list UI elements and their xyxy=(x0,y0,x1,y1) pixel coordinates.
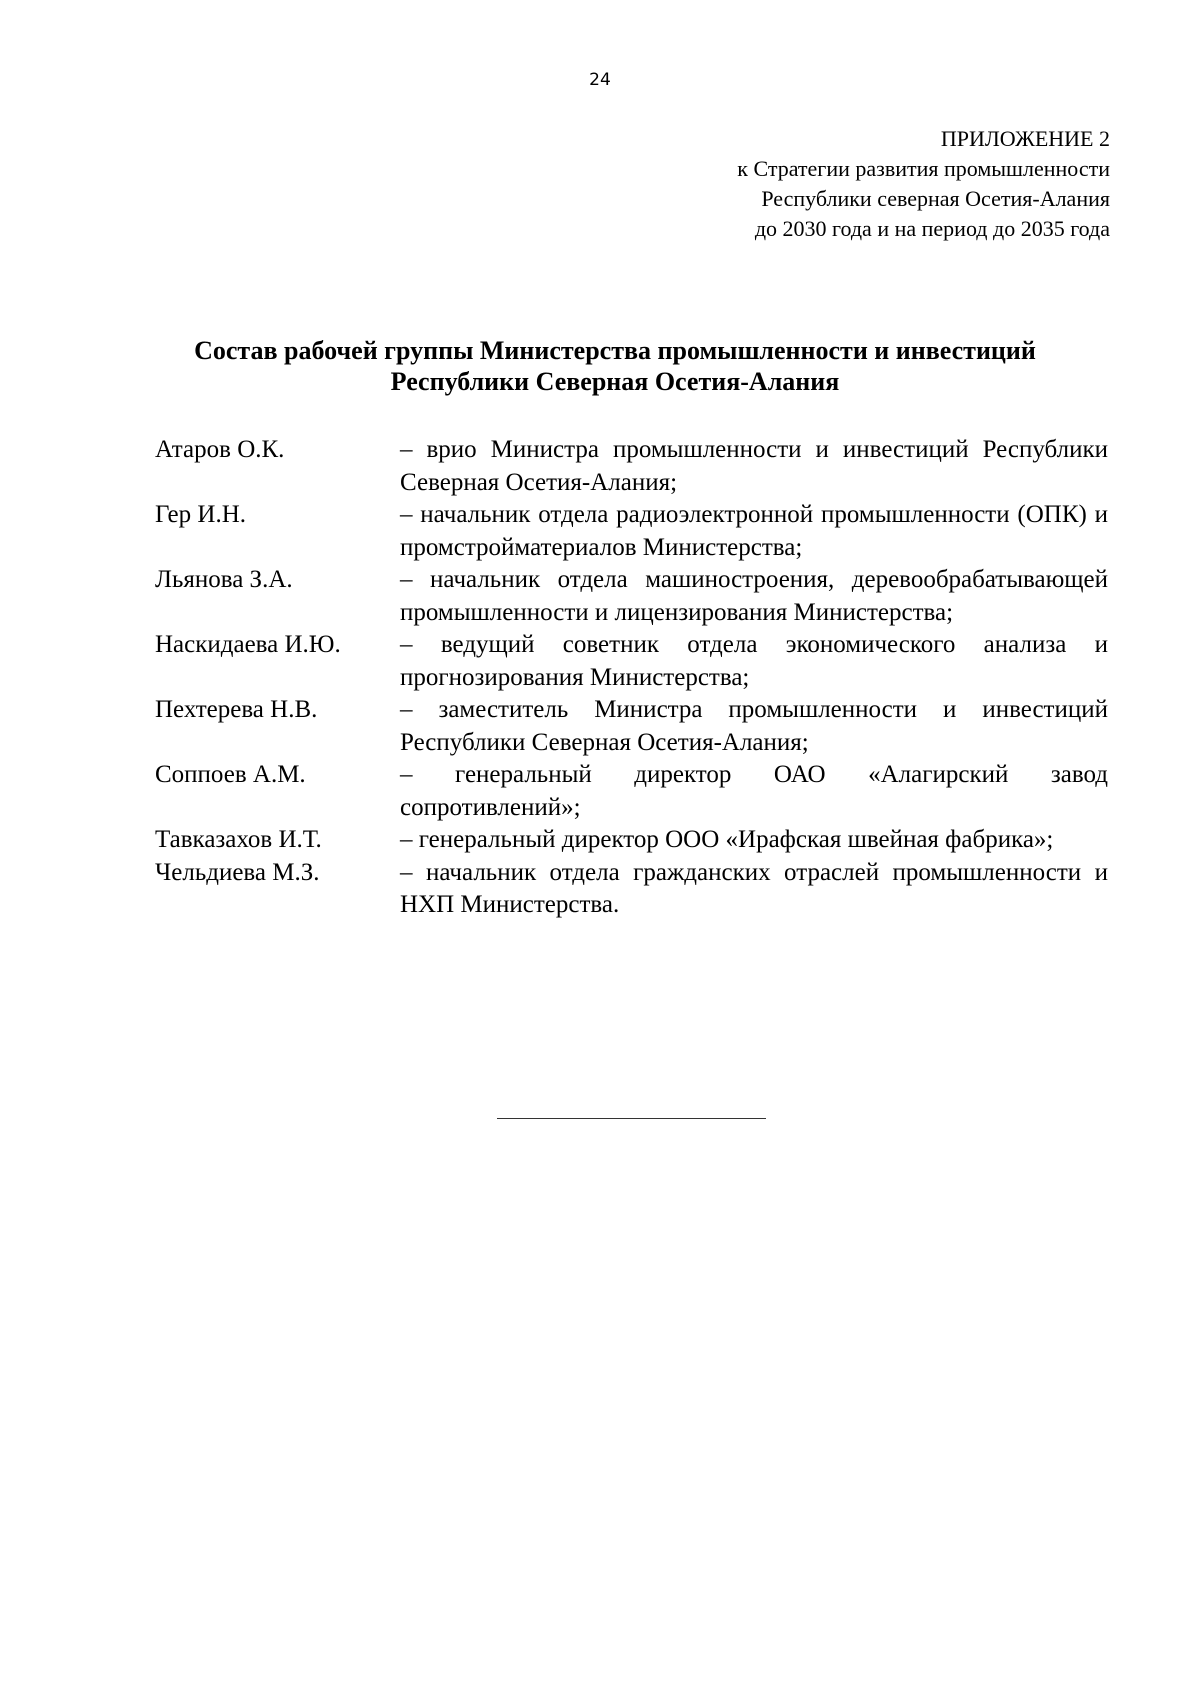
member-row xyxy=(155,499,1108,564)
member-name: Гер И.Н. xyxy=(155,501,247,528)
member-role: – ведущий советник отдела экономического анализа и прогнозирования Министерства; xyxy=(400,631,1108,691)
member-name: Соппоев А.М. xyxy=(155,761,306,788)
title-line: Состав рабочей группы Министерства промышленности и инвестиций xyxy=(194,336,1036,365)
member-name: Льянова З.А. xyxy=(155,566,293,593)
member-role: – начальник отдела машиностроения, деревообрабатывающей промышленности и лицензирования Министерства; xyxy=(400,566,1108,626)
member-row xyxy=(155,824,1108,857)
members-list xyxy=(155,434,1108,922)
member-role: – начальник отдела радиоэлектронной промышленности (ОПК) и промстройматериалов Министерства; xyxy=(400,501,1108,561)
member-row xyxy=(155,434,1108,499)
end-separator-line xyxy=(497,1118,766,1119)
member-role: – заместитель Министра промышленности и инвестиций Республики Северная Осетия-Алания; xyxy=(400,696,1108,756)
member-row xyxy=(155,694,1108,759)
member-name: Чельдиева М.З. xyxy=(155,858,320,886)
member-role: – генеральный директор ООО «Ирафская швейная фабрика»; xyxy=(400,826,1054,853)
member-row xyxy=(155,857,1108,922)
member-name: Наскидаева И.Ю. xyxy=(155,631,341,658)
member-role: – начальник отдела гражданских отраслей промышленности и НХП Министерства. xyxy=(400,858,1108,918)
appendix-reference-line: до 2030 года и на период до 2035 года xyxy=(754,216,1110,241)
appendix-header xyxy=(510,124,1110,244)
member-role: – врио Министра промышленности и инвестиций Республики Северная Осетия-Алания; xyxy=(400,436,1108,496)
page-number: 24 xyxy=(589,70,611,90)
member-row xyxy=(155,759,1108,824)
appendix-reference-line: Республики северная Осетия-Алания xyxy=(761,186,1110,211)
member-role: – генеральный директор ОАО «Алагирский завод сопротивлений»; xyxy=(400,761,1108,821)
member-row xyxy=(155,629,1108,694)
member-row xyxy=(155,564,1108,629)
appendix-label: ПРИЛОЖЕНИЕ 2 xyxy=(940,126,1110,151)
member-name: Атаров О.К. xyxy=(155,436,285,463)
title-line: Республики Северная Осетия-Алания xyxy=(390,367,840,396)
appendix-reference-line: к Стратегии развития промышленности xyxy=(737,156,1110,181)
document-title xyxy=(130,335,1100,397)
member-name: Тавказахов И.Т. xyxy=(155,826,322,853)
member-name: Пехтерева Н.В. xyxy=(155,696,318,723)
